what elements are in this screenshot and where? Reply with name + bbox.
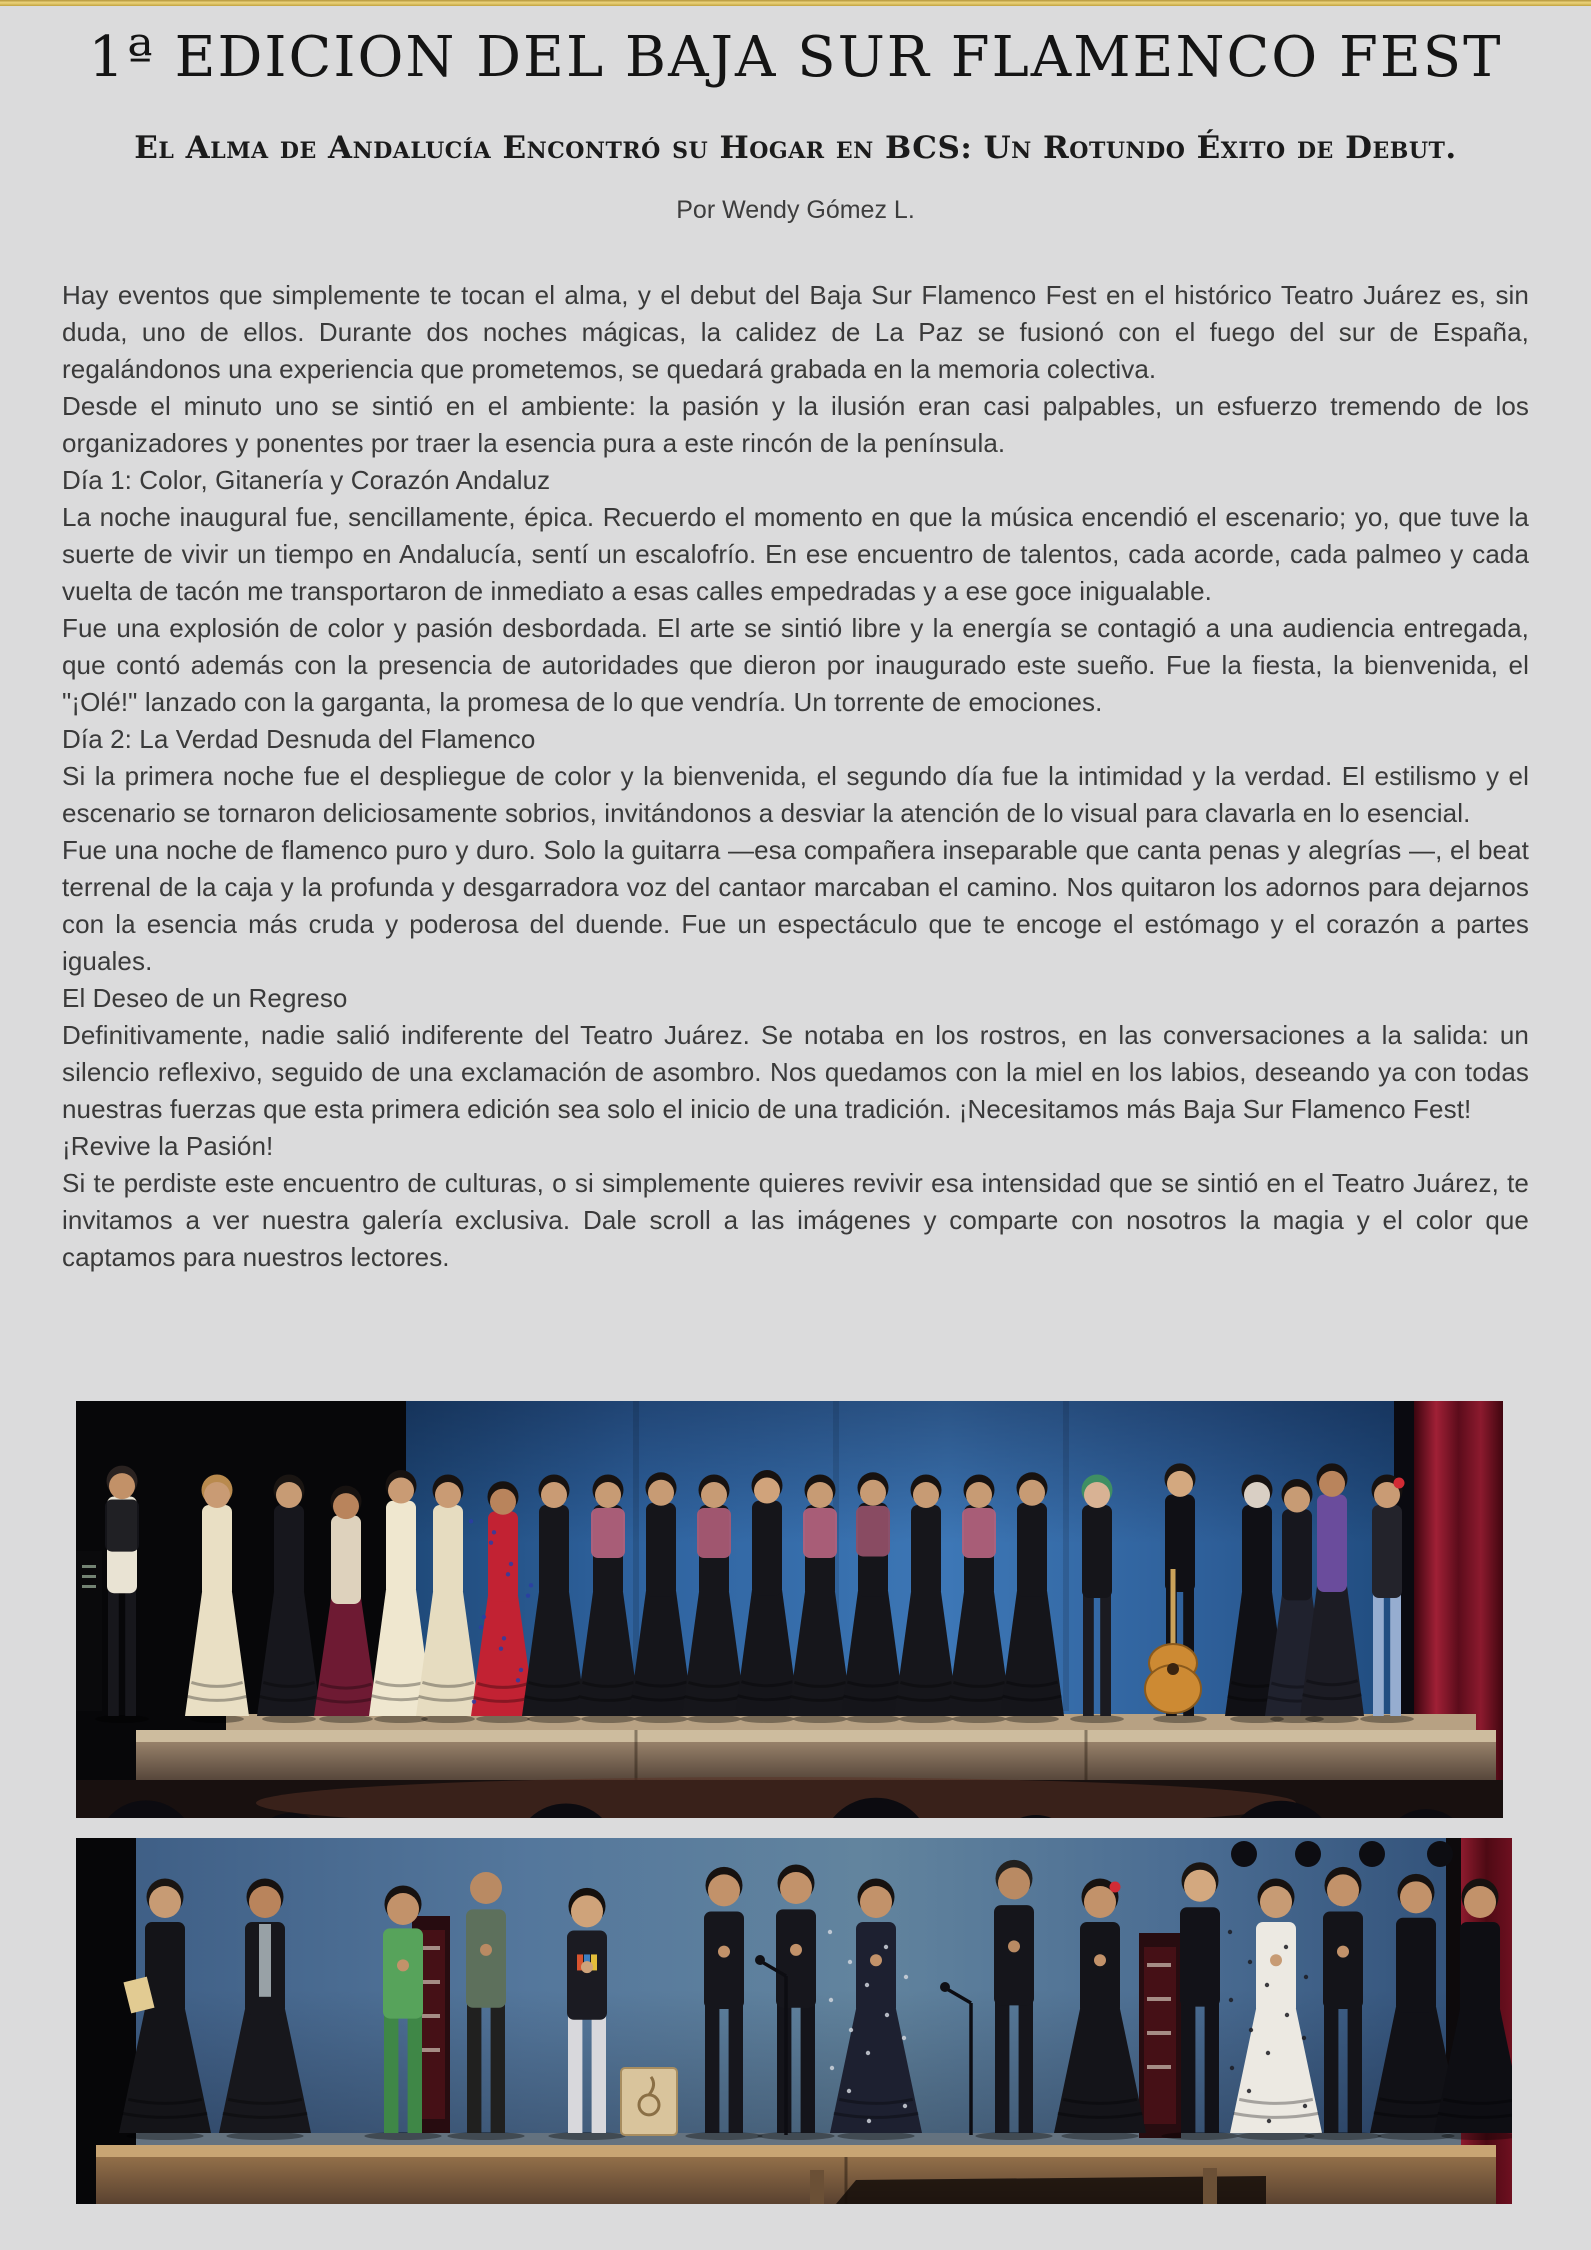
head [595,1482,621,1508]
polka-dot [1265,1983,1269,1987]
torso [1180,1907,1220,2006]
head [149,1886,181,1918]
foot-shadow [952,1715,1006,1723]
heading-deseo-regreso: El Deseo de un Regreso [62,983,348,1013]
torso [466,1909,506,2007]
paragraph-flamenco-puro: Fue una noche de flamenco puro y duro. Solo la guitarra —esa compañera inseparable que canta penas y alegrías —, el beat terrenal de la caja y la profunda y desgarradora voz del cantaor marcaban el camino. Nos quitaron los adornos para dejarnos con la esencia más cruda y poderosa del duende. Fue un espectáculo que te encoge el estómago y el corazón a partes iguales. [62,835,1529,976]
torso [1256,1922,1296,2015]
head [470,1872,502,1904]
polka-dot [519,1668,523,1672]
polka-dot [516,1678,520,1682]
torso [1323,1911,1363,2009]
leg [491,2000,505,2133]
leg [1324,2001,1338,2133]
head [1260,1886,1292,1918]
polka-dot [865,1983,869,1987]
foot-shadow [1161,2132,1238,2140]
foot-shadow [837,2132,914,2140]
under-apron-shadow [836,2176,1266,2204]
foot-shadow [687,1715,741,1723]
leg [1100,1590,1111,1716]
foot-shadow [1070,1715,1124,1723]
stage-monitor [76,1551,102,1711]
jacket [591,1508,625,1558]
polka-dot [1230,2066,1234,2070]
heading-revive-pasion: ¡Revive la Pasión! [62,1131,274,1161]
paragraph-ambiente: Desde el minuto uno se sintió en el ambiente: la pasión y la ilusión eran casi palpables, un esfuerzo tremendo de los organizadores y ponentes por traer la esencia pura a este rincón de la península. [62,391,1529,458]
head [1284,1486,1310,1512]
head [435,1482,461,1508]
article-body [62,277,1529,1276]
polka-dot [1247,2089,1251,2093]
head [1327,1874,1359,1906]
torso [1372,1505,1402,1598]
jacket [803,1508,837,1558]
apron-leg [1203,2168,1217,2204]
head [1184,1870,1216,1902]
torso [1282,1509,1312,1600]
leg [384,2011,398,2133]
leg [1019,1997,1033,2133]
polka-dot [903,2104,907,2108]
clapping-hands [1008,1940,1020,1952]
polka-dot [1302,2036,1306,2040]
head [754,1478,780,1504]
polka-dot [469,1519,473,1523]
paragraph-intro: Hay eventos que simplemente te tocan el alma, y el debut del Baja Sur Flamenco Fest en el histórico Teatro Juárez es, sin duda, uno de ellos. Durante dos noches mágicas, la calidez de La Paz se fusionó con el fuego del sur de España, regalándonos una experiencia que prometemos, se quedará grabada en la memoria colectiva. [62,280,1529,384]
polka-dot [1267,2119,1271,2123]
leg [801,2000,815,2133]
clapping-hands [480,1944,492,1956]
head [388,1478,414,1504]
paragraph-teatro-juarez: Definitivamente, nadie salió indiferente del Teatro Juárez. Se notaba en los rostros, en las conversaciones a la salida: un silencio reflexivo, seguido de una exclamación de asombro. Nos quedamos con la miel en los labios, deseando ya con todas nuestras fuerzas que esta primera edición sea solo el inicio de una tradición. ¡Necesitamos más Baja Sur Flamenco Fest! [62,1020,1529,1124]
torso [752,1501,782,1596]
stage-apron-face [96,2157,1496,2204]
head [708,1874,740,1906]
head [860,1886,892,1918]
polka-dot [829,1998,833,2002]
leg [1390,1590,1401,1716]
polka-dot [506,1572,510,1576]
head [1084,1482,1110,1508]
foot-shadow [685,2132,762,2140]
stage-apron-lip [136,1730,1496,1742]
polka-dot [1249,2028,1253,2032]
polka-dot [828,1930,832,1934]
foot-shadow [1005,1715,1059,1723]
foot-shadow [226,2132,303,2140]
torso [911,1505,941,1598]
article-title: 1ª EDICION DEL BAJA SUR FLAMENCO FEST [88,25,1503,90]
hair-flower [1110,1882,1121,1893]
torso [856,1922,896,2015]
head [1244,1482,1270,1508]
foot-shadow [319,1715,373,1723]
hair-flower [1394,1478,1405,1489]
foot-shadow [899,1715,953,1723]
head [333,1493,359,1519]
head [998,1867,1030,1899]
head [780,1872,812,1904]
polka-dot [867,2119,871,2123]
torso [383,1928,423,2018]
leg [1083,1590,1094,1716]
jacket [962,1508,996,1558]
clapping-hands [790,1944,802,1956]
paragraph-segunda-noche: Si la primera noche fue el despliegue de color y la bienvenida, el segundo día fue la intimidad y la verdad. El estilismo y el escenario se tornaron deliciosamente sobrios, invitándonos a desviar la atención de lo visual para clavarla en lo esencial. [62,761,1529,828]
torso [1017,1503,1047,1597]
foot-shadow [1061,2132,1138,2140]
leg [777,2000,791,2133]
foot-shadow [421,1715,475,1723]
foot-shadow [1237,2132,1314,2140]
paragraph-explosion: Fue una explosión de color y pasión desbordada. El arte se sintió libre y la energía se contagió a una audiencia entregada, que contó además con la presencia de autoridades que dieron por inaugurado este sueño. Fue la fiesta, la bienvenida, el "¡Olé!" lanzado con la garganta, la promesa de lo que vendría. Un torrente de emociones. [62,613,1529,717]
polka-dot [1266,2051,1270,2055]
polka-dot [482,1615,486,1619]
torso [433,1505,463,1598]
polka-dot [849,2028,853,2032]
head [966,1482,992,1508]
leg [1373,1590,1384,1716]
foot-shadow [126,2132,203,2140]
leg [1205,1999,1219,2133]
foot-shadow [793,1715,847,1723]
head [276,1482,302,1508]
head [541,1482,567,1508]
polka-dot [1228,1930,1232,1934]
torso [274,1505,304,1598]
polka-dot [866,2051,870,2055]
polka-dot [1303,2104,1307,2108]
torso [386,1501,416,1596]
head [109,1473,135,1499]
heading-dia-1: Día 1: Color, Gitanería y Corazón Andaluz [62,465,551,495]
jacket [105,1500,139,1552]
top-accent-bar [0,0,1591,6]
paragraph-galeria: Si te perdiste este encuentro de culturas, o si simplemente quieres revivir esa intensidad que se sintió en el Teatro Juárez, te invitamos a ver nuestra galería exclusiva. Dale scroll a las imágenes y comparte con nosotros la magia y el color que captamos para nuestros lectores. [62,1168,1529,1272]
head [571,1895,603,1927]
torso [1082,1505,1112,1598]
jacket [856,1506,890,1557]
clapping-hands [581,1961,593,1973]
cajon-drum [621,2068,677,2135]
polka-dot [830,2066,834,2070]
paragraph-noche-inaugural: La noche inaugural fue, sencillamente, épica. Recuerdo el momento en que la música encendió el escenario; yo, que tuve la suerte de vivir un tiempo en Andalucía, sentí un escalofrío. En ese encuentro de talentos, cada acorde, cada palmeo y cada vuelta de tacón me transportaron de inmediato a esas calles empedradas y a ese goce inigualable. [62,502,1529,606]
head [387,1893,419,1925]
polka-dot [847,2089,851,2093]
foot-shadow [190,1715,244,1723]
polka-dot [499,1646,503,1650]
polka-dot [529,1583,533,1587]
head [1400,1881,1432,1913]
leg [1348,2001,1362,2133]
polka-dot [1285,2013,1289,2017]
foot-shadow [846,1715,900,1723]
head [1167,1471,1193,1497]
stage-photo-night1 [76,1401,1503,1818]
polka-dot [502,1636,506,1640]
clapping-hands [718,1946,730,1958]
leg [1181,1999,1195,2133]
jacket [697,1508,731,1558]
torso [1396,1918,1436,2013]
polka-dot [885,2013,889,2017]
polka-dot [904,1975,908,1979]
photo-curtain-call-full-company [76,1401,1503,1818]
head [913,1482,939,1508]
clapping-hands [1094,1954,1106,1966]
polka-dot [1284,1945,1288,1949]
torso [1080,1922,1120,2015]
foot-shadow [757,2132,834,2140]
torso [331,1516,361,1604]
article-subtitle: El Alma de Andalucía Encontró su Hogar en BCS: Un Rotundo Éxito de Debut. [134,130,1457,166]
foot-shadow [374,1715,428,1723]
leg [995,1997,1009,2133]
torso [704,1911,744,2009]
photo-artists-applauding [76,1838,1512,2204]
foot-shadow [581,1715,635,1723]
foot-shadow [1153,1715,1207,1723]
clapping-hands [397,1959,409,1971]
leg [592,2012,606,2133]
polka-dot [472,1699,476,1703]
head [701,1482,727,1508]
foot-shadow [95,1715,149,1723]
torso [1165,1494,1195,1592]
head [1319,1471,1345,1497]
foot-shadow [262,1715,316,1723]
polka-dot [848,1960,852,1964]
head [648,1480,674,1506]
torso [994,1905,1034,2005]
torso [776,1909,816,2007]
polka-dot [902,2036,906,2040]
polka-dot [479,1625,483,1629]
head [807,1482,833,1508]
torso [1242,1505,1272,1598]
foot-shadow [548,2132,625,2140]
foot-shadow [1304,2132,1381,2140]
polka-dot [1304,1975,1308,1979]
foot-shadow [1305,1715,1359,1723]
torso [1460,1922,1500,2015]
foot-shadow [364,2132,441,2140]
foot-shadow [740,1715,794,1723]
leg [108,1585,119,1716]
polka-dot [1248,1960,1252,1964]
article-byline: Por Wendy Gómez L. [676,196,915,224]
foot-shadow [447,2132,524,2140]
stage-apron-face [136,1742,1496,1780]
stage-apron-lip [96,2145,1496,2157]
torso [567,1930,607,2019]
stage-photo-night2 [76,1838,1512,2204]
apron-leg [810,2170,824,2204]
head [1464,1886,1496,1918]
clapping-hands [1270,1954,1282,1966]
leg [467,2000,481,2133]
scarf [259,1924,271,1997]
polka-dot [526,1593,530,1597]
polka-dot [1229,1998,1233,2002]
polka-dot [884,1945,888,1949]
polka-dot [509,1562,513,1566]
head [860,1480,886,1506]
clapping-hands [870,1954,882,1966]
torso [646,1503,676,1597]
event-banner [1139,1933,1181,2138]
leg [729,2001,743,2133]
torso [488,1511,518,1601]
leg [408,2011,422,2133]
torso [1317,1494,1347,1592]
torso [539,1505,569,1598]
head [249,1886,281,1918]
leg [568,2012,582,2133]
foot-shadow [1360,1715,1414,1723]
head [1019,1480,1045,1506]
clapping-hands [1337,1946,1349,1958]
torso [202,1505,232,1598]
polka-dot [489,1540,493,1544]
foot-shadow [476,1715,530,1723]
leg [705,2001,719,2133]
polka-dot [492,1530,496,1534]
foot-shadow [527,1715,581,1723]
foot-shadow [975,2132,1052,2140]
leg [125,1585,136,1716]
head [204,1482,230,1508]
head [490,1489,516,1515]
heading-dia-2: Día 2: La Verdad Desnuda del Flamenco [62,724,536,754]
foot-shadow [634,1715,688,1723]
